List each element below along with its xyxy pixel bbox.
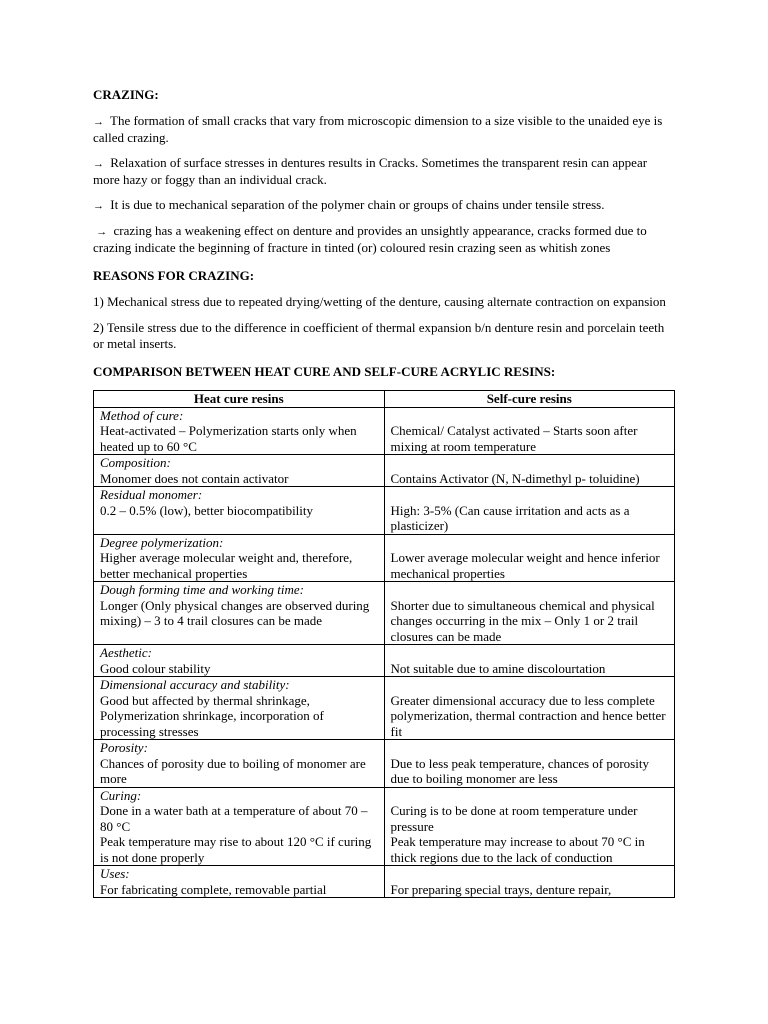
heat-cure-cell bbox=[94, 645, 385, 677]
arrow-icon: → bbox=[93, 158, 104, 170]
self-cure-text: Due to less peak temperature, chances of porosity due to boiling monomer are less bbox=[390, 755, 649, 786]
crazing-point-text: crazing has a weakening effect on denture and provides an unsightly appearance, cracks formed due to crazing indicate the beginning of fracture in tinted (or) coloured resin crazing seen as whitish zones bbox=[93, 223, 647, 255]
row-label: Method of cure: bbox=[100, 407, 184, 423]
heat-cure-cell bbox=[94, 677, 385, 740]
table-row bbox=[94, 866, 675, 898]
row-label: Degree polymerization: bbox=[100, 534, 224, 550]
heat-cure-text: Longer (Only physical changes are observed during mixing) – 3 to 4 trail closures can be made bbox=[100, 597, 370, 628]
table-row bbox=[94, 407, 675, 455]
heat-cure-text: Heat-activated – Polymerization starts only when heated up to 60 °C bbox=[100, 423, 357, 454]
cell-spacer bbox=[391, 535, 669, 551]
crazing-point bbox=[93, 223, 675, 256]
table-row bbox=[94, 534, 675, 582]
row-label: Porosity: bbox=[100, 740, 148, 755]
row-label: Aesthetic: bbox=[100, 645, 152, 660]
crazing-point-text: The formation of small cracks that vary from microscopic dimension to a size visible to the unaided eye is called crazing. bbox=[93, 113, 663, 145]
reason-item: 1) Mechanical stress due to repeated drying/wetting of the denture, causing alternate contraction on expansion bbox=[93, 294, 666, 309]
reason-item: 2) Tensile stress due to the difference in coefficient of thermal expansion b/n denture resin and porcelain teeth or metal inserts. bbox=[93, 320, 665, 351]
table-row bbox=[94, 582, 675, 645]
crazing-point-text: It is due to mechanical separation of the polymer chain or groups of chains under tensile stress. bbox=[110, 197, 605, 212]
self-cure-text: High: 3-5% (Can cause irritation and acts as a plasticizer) bbox=[390, 502, 630, 533]
heat-cure-text: Good colour stability bbox=[100, 660, 211, 676]
self-cure-cell bbox=[384, 866, 675, 898]
cell-spacer bbox=[391, 645, 669, 661]
heat-cure-cell bbox=[94, 534, 385, 582]
comparison-table bbox=[93, 390, 675, 898]
heat-cure-cell bbox=[94, 866, 385, 898]
self-cure-cell bbox=[384, 455, 675, 487]
heat-cure-text: Peak temperature may rise to about 120 °C if curing is not done properly bbox=[100, 834, 372, 865]
heat-cure-cell bbox=[94, 582, 385, 645]
row-label: Residual monomer: bbox=[100, 487, 203, 502]
self-cure-text: Lower average molecular weight and hence inferior mechanical properties bbox=[390, 550, 660, 581]
heat-cure-text: For fabricating complete, removable partial bbox=[100, 881, 327, 897]
heat-cure-text: Good but affected by thermal shrinkage, Polymerization shrinkage, incorporation of processing stresses bbox=[100, 692, 324, 739]
arrow-icon: → bbox=[96, 226, 108, 238]
self-cure-text: Not suitable due to amine discolourtation bbox=[390, 660, 606, 676]
self-cure-cell bbox=[384, 534, 675, 582]
self-cure-text: Chemical/ Catalyst activated – Starts soon after mixing at room temperature bbox=[390, 423, 638, 454]
heat-cure-text: 0.2 – 0.5% (low), better biocompatibility bbox=[100, 502, 314, 518]
crazing-point-text: Relaxation of surface stresses in dentures results in Cracks. Sometimes the transparent resin can appear more hazy or foggy than an individual crack. bbox=[93, 155, 648, 187]
reasons-heading: REASONS FOR CRAZING: bbox=[93, 268, 255, 283]
self-cure-cell bbox=[384, 645, 675, 677]
row-label: Composition: bbox=[100, 455, 171, 470]
column-header-heat-cure: Heat cure resins bbox=[94, 391, 385, 408]
self-cure-cell bbox=[384, 740, 675, 788]
table-row bbox=[94, 787, 675, 866]
heat-cure-text: Done in a water bath at a temperature of about 70 – 80 °C bbox=[100, 803, 368, 834]
table-header-row bbox=[94, 391, 675, 408]
heat-cure-text: Monomer does not contain activator bbox=[100, 470, 289, 486]
heat-cure-text: Higher average molecular weight and, therefore, better mechanical properties bbox=[100, 550, 353, 581]
heat-cure-cell bbox=[94, 407, 385, 455]
crazing-point bbox=[93, 155, 675, 188]
self-cure-text: For preparing special trays, denture repair, bbox=[390, 881, 612, 897]
table-row bbox=[94, 455, 675, 487]
heat-cure-cell bbox=[94, 740, 385, 788]
self-cure-cell bbox=[384, 407, 675, 455]
heat-cure-cell bbox=[94, 787, 385, 866]
heat-cure-cell bbox=[94, 487, 385, 535]
row-label: Uses: bbox=[100, 866, 130, 881]
cell-spacer bbox=[391, 677, 669, 693]
cell-spacer bbox=[391, 455, 669, 471]
row-label: Dimensional accuracy and stability: bbox=[100, 677, 290, 692]
self-cure-text: Peak temperature may increase to about 70 °C in thick regions due to the lack of conduction bbox=[390, 834, 645, 865]
crazing-point bbox=[93, 113, 675, 146]
heat-cure-text: Chances of porosity due to boiling of monomer are more bbox=[100, 755, 366, 786]
self-cure-text: Shorter due to simultaneous chemical and physical changes occurring in the mix – Only 1 or 2 trail closures can be made bbox=[390, 597, 655, 644]
self-cure-cell bbox=[384, 787, 675, 866]
cell-spacer bbox=[391, 487, 669, 503]
comparison-heading: COMPARISON BETWEEN HEAT CURE AND SELF-CURE ACRYLIC RESINS: bbox=[93, 364, 556, 379]
crazing-point bbox=[93, 197, 675, 214]
cell-spacer bbox=[391, 788, 669, 804]
self-cure-text: Curing is to be done at room temperature under pressure bbox=[390, 803, 638, 834]
arrow-icon: → bbox=[93, 116, 104, 128]
column-header-self-cure: Self-cure resins bbox=[384, 391, 675, 408]
table-row bbox=[94, 677, 675, 740]
cell-spacer bbox=[391, 408, 669, 424]
row-label: Curing: bbox=[100, 787, 142, 803]
crazing-heading: CRAZING: bbox=[93, 87, 159, 102]
self-cure-cell bbox=[384, 582, 675, 645]
table-body bbox=[94, 407, 675, 898]
self-cure-text: Greater dimensional accuracy due to less complete polymerization, thermal contraction and hence better fit bbox=[390, 692, 666, 739]
document-content bbox=[93, 87, 675, 898]
arrow-icon: → bbox=[93, 200, 104, 212]
self-cure-cell bbox=[384, 677, 675, 740]
table-row bbox=[94, 645, 675, 677]
table-row bbox=[94, 487, 675, 535]
heat-cure-cell bbox=[94, 455, 385, 487]
cell-spacer bbox=[391, 866, 669, 882]
row-label: Dough forming time and working time: bbox=[100, 582, 305, 597]
self-cure-cell bbox=[384, 487, 675, 535]
table-row bbox=[94, 740, 675, 788]
self-cure-text: Contains Activator (N, N-dimethyl p- toluidine) bbox=[390, 470, 640, 486]
cell-spacer bbox=[391, 582, 669, 598]
cell-spacer bbox=[391, 740, 669, 756]
